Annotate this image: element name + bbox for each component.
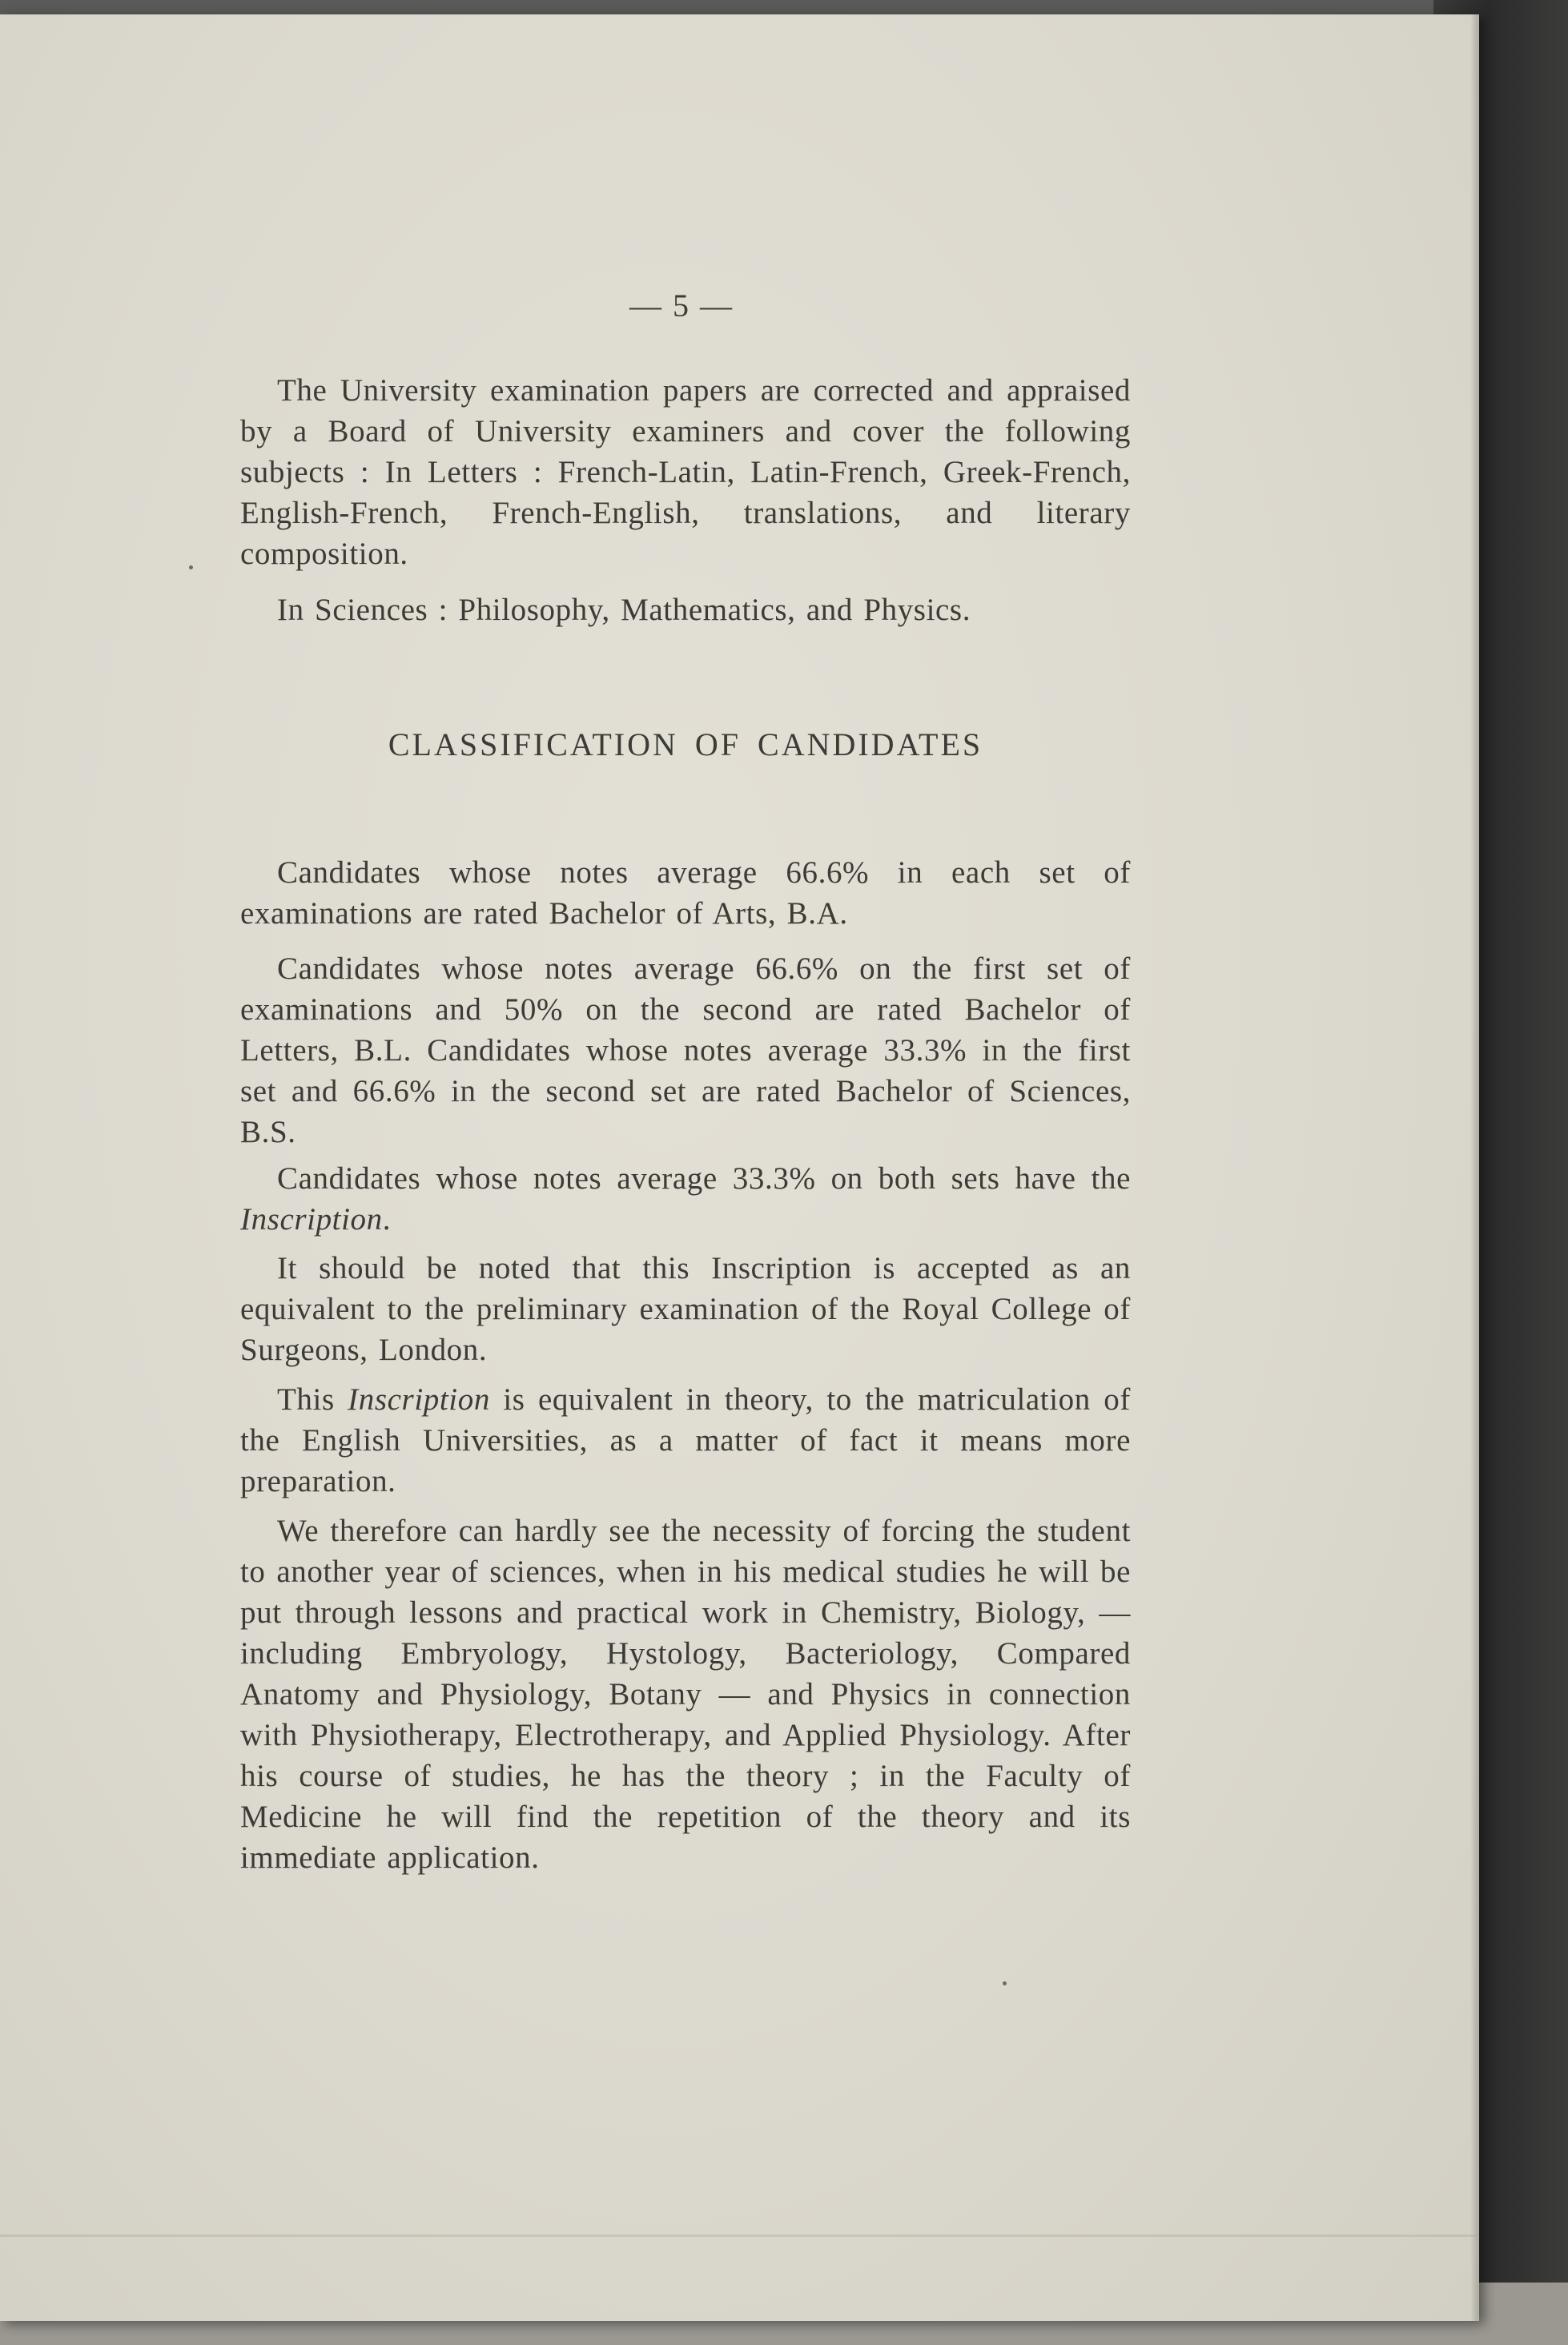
paragraph-bachelor-of-letters-sciences: Candidates whose notes average 66.6% on the first set of examinations and 50% on the second are rated Bachelor of Letters, B.L. Candidates whose notes average 33.3% in the first set and 66.6% in the second set are rated Bachelor of Sciences, B.S. (240, 951, 1131, 1149)
paragraph-bachelor-of-arts: Candidates whose notes average 66.6% in each set of examinations are rated Bachelor of Arts, B.A. (240, 855, 1131, 931)
paragraph-sciences: In Sciences : Philosophy, Mathematics, and Physics. (277, 593, 971, 627)
paragraph-examination-papers: The University examination papers are corrected and appraised by a Board of University examiners and cover the following subjects : In Letters : French-Latin, Latin-French, Greek-French, English-French, French-English, translations, and literary composition. (240, 373, 1131, 571)
inscription-italic: Inscription (348, 1382, 490, 1417)
paper-speck (189, 565, 193, 569)
page-number: — 5 — (629, 288, 734, 324)
inscription-italic: Inscription (240, 1202, 383, 1237)
section-heading: CLASSIFICATION OF CANDIDATES (388, 726, 983, 762)
paper-speck (1003, 1981, 1007, 1985)
paragraph-inscription-end: . (382, 1202, 392, 1237)
paragraph-medical-studies: We therefore can hardly see the necessity of forcing the student to another year of sciences, when in his medical studies he will be put through lessons and practical work in Chemistry, Biology, — including Embryology, Hystology, Bacteriology, Compared Anatomy and Physiology, Botany — and Physics in connection with Physiotherapy, Electrotherapy, and Applied Physiology. After his course of studies, he has the theory ; in the Faculty of Medicine he will find the repetition of the theory and its immediate application. (240, 1514, 1131, 1875)
paragraph-inscription (240, 1158, 1131, 1240)
paragraph-matriculation (240, 1379, 1131, 1502)
paragraph-inscription-text: Candidates whose notes average 33.3% on both sets have the (277, 1161, 1131, 1196)
paper-fold-line (0, 2234, 1478, 2237)
paragraph-matriculation-text: is equivalent in theory, to the matriculation of the English Universities, as a matter of fact it means more preparation. (240, 1382, 1131, 1498)
paragraph-matriculation-start: This (277, 1382, 348, 1417)
paragraph-royal-college: It should be noted that this Inscription is accepted as an equivalent to the preliminary examination of the Royal College of Surgeons, London. (240, 1251, 1131, 1367)
paper-edge-shadow (1470, 14, 1478, 2321)
